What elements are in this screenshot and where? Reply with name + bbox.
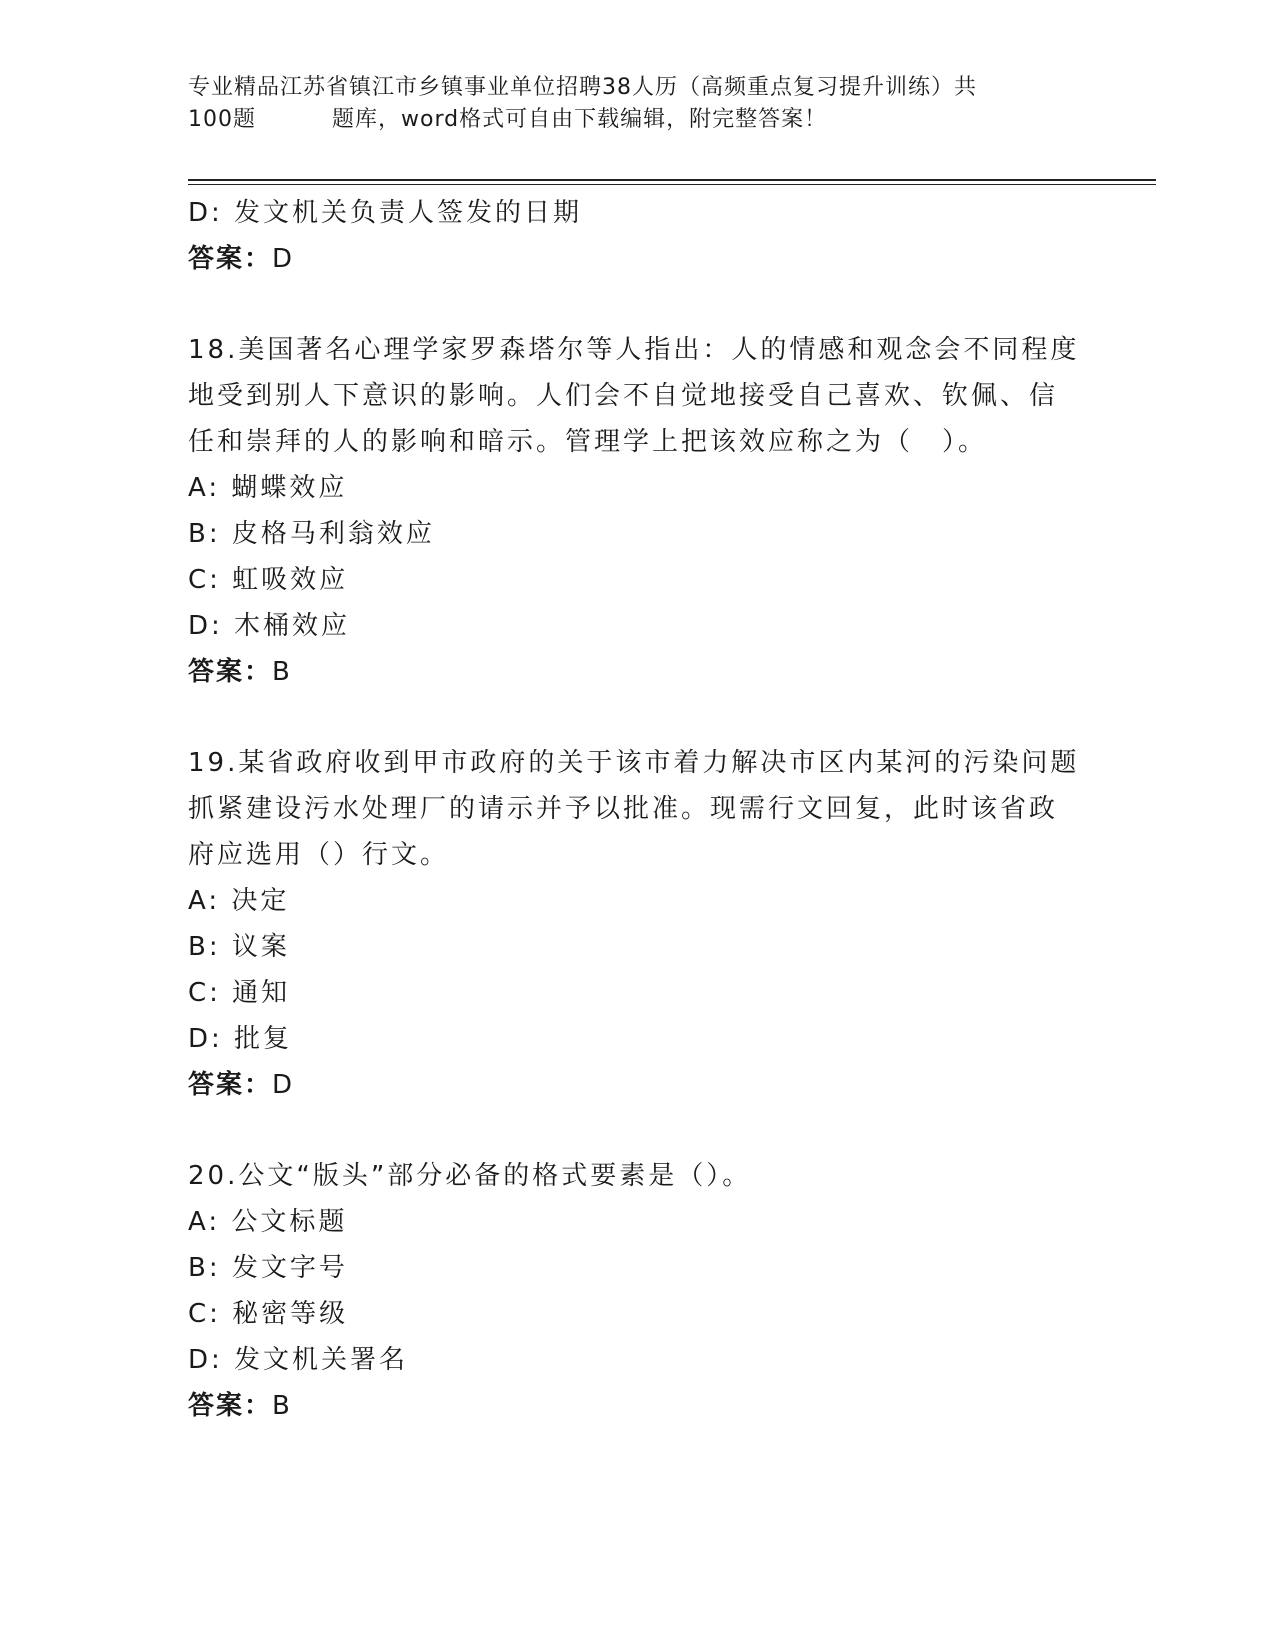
option-b: B: 皮格马利翁效应 — [188, 519, 435, 549]
header-title-line-2 — [188, 104, 1088, 136]
question-text-line: 20.公文“版头”部分必备的格式要素是（）。 — [188, 1161, 752, 1191]
answer-value: D — [272, 1070, 295, 1100]
answer-value: B — [272, 1391, 292, 1421]
option-c: C: 通知 — [188, 978, 291, 1008]
question-text-line: 抓紧建设污水处理厂的请示并予以批准。现需行文回复，此时该省政 — [188, 794, 1059, 824]
header-description: 题库，word格式可自由下载编辑，附完整答案！ — [332, 107, 828, 132]
answer-label: 答案： — [188, 1391, 273, 1421]
document-header — [188, 72, 1088, 136]
option-d: D: 批复 — [188, 1024, 293, 1054]
answer-line — [188, 1062, 1088, 1108]
question-text-line: 19.某省政府收到甲市政府的关于该市着力解决市区内某河的污染问题 — [188, 748, 1080, 778]
option-c: C: 秘密等级 — [188, 1299, 349, 1329]
option-d-carryover: D: 发文机关负责人签发的日期 — [188, 198, 583, 228]
option-a: A: 蝴蝶效应 — [188, 473, 348, 503]
answer-value: B — [272, 657, 292, 687]
option-c: C: 虹吸效应 — [188, 565, 349, 595]
option-d: D: 发文机关署名 — [188, 1345, 409, 1375]
answer-label: 答案： — [188, 244, 273, 274]
question-content — [188, 190, 1088, 1429]
answer-label: 答案： — [188, 657, 273, 687]
question-text-line: 18.美国著名心理学家罗森塔尔等人指出：人的情感和观念会不同程度 — [188, 335, 1080, 365]
option-a: A: 决定 — [188, 886, 290, 916]
answer-value: D — [272, 244, 295, 274]
header-title-line-1: 专业精品江苏省镇江市乡镇事业单位招聘38人历（高频重点复习提升训练）共 — [188, 75, 977, 100]
question-text-line: 府应选用（）行文。 — [188, 840, 450, 870]
header-divider-thick — [188, 179, 1156, 181]
header-divider-thin — [188, 184, 1156, 185]
question-text-line: 地受到别人下意识的影响。人们会不自觉地接受自己喜欢、钦佩、信 — [188, 381, 1059, 411]
answer-line — [188, 649, 1088, 695]
answer-line — [188, 1383, 1088, 1429]
option-b: B: 发文字号 — [188, 1253, 348, 1283]
question-18 — [188, 327, 1088, 695]
question-text-line: 任和崇拜的人的影响和暗示。管理学上把该效应称之为（ ）。 — [188, 427, 988, 457]
question-19 — [188, 740, 1088, 1108]
answer-label: 答案： — [188, 1070, 273, 1100]
header-question-count: 100题 — [188, 107, 256, 132]
option-a: A: 公文标题 — [188, 1207, 348, 1237]
option-b: B: 议案 — [188, 932, 290, 962]
option-d: D: 木桶效应 — [188, 611, 351, 641]
question-20 — [188, 1153, 1088, 1429]
answer-line — [188, 236, 1088, 282]
